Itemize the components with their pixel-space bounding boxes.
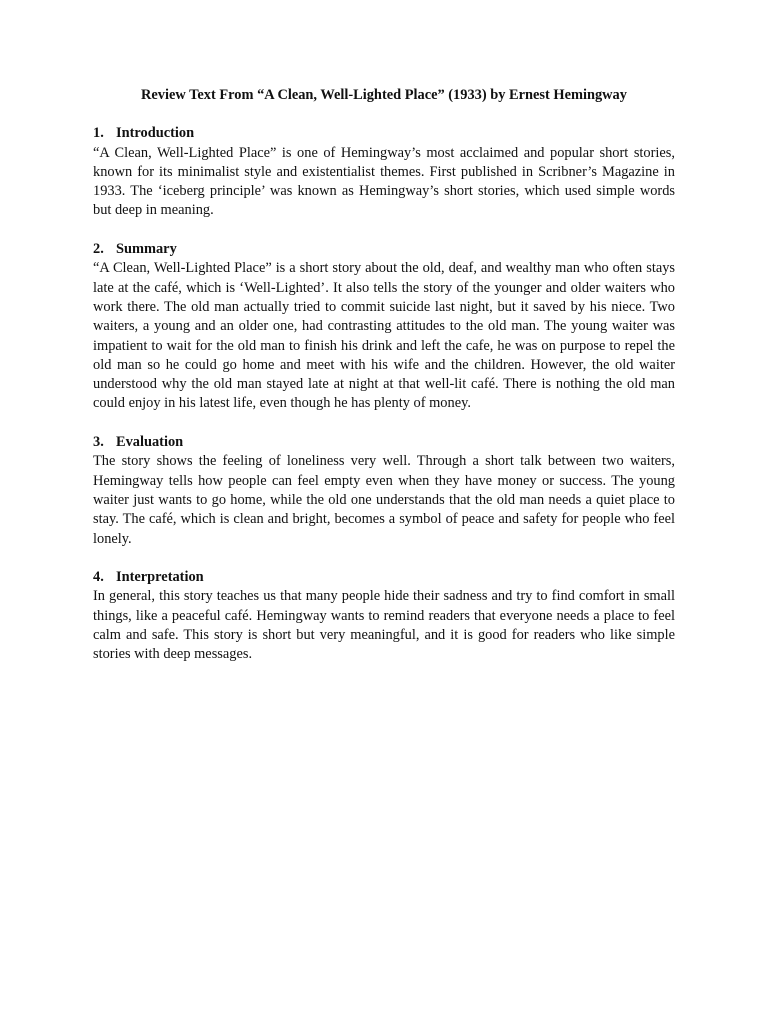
section-body: “A Clean, Well-Lighted Place” is a short story about the old, deaf, and wealthy man who often stays late at the café, which is ‘Well-Lighted’. It also tells the story of the younger and older waiters who work there. The old man actually tried to commit suicide last night, but it saved by his niece. Two waiters, a young and an older one, had contrasting attitudes to the old man. The young waiter was impatient to wait for the old man to finish his drink and left the cafe, he was on purpose to repel the old man so he could go home and meet with his wife and the children. However, the old waiter understood why the old man stayed late at night at that well-lit café. There is nothing the old man could enjoy in his latest life, even though he has plenty of money.: [93, 260, 675, 412]
section-number: 2.: [93, 241, 104, 258]
section-heading: [93, 240, 675, 259]
section-heading-text: Interpretation: [116, 569, 204, 586]
document-title: Review Text From “A Clean, Well-Lighted Place” (1933) by Ernest Hemingway: [141, 87, 627, 103]
section-introduction: [93, 124, 675, 220]
section-number: 1.: [93, 125, 104, 142]
section-summary: [93, 240, 675, 414]
section-heading-text: Introduction: [116, 125, 195, 142]
section-interpretation: [93, 568, 675, 664]
section-heading-text: Evaluation: [116, 434, 184, 451]
section-evaluation: [93, 433, 675, 549]
section-number: 3.: [93, 434, 104, 451]
section-body: “A Clean, Well-Lighted Place” is one of Hemingway’s most acclaimed and popular short stories, known for its minimalist style and existentialist themes. First published in Scribner’s Magazine in 1933. The ‘iceberg principle’ was known as Hemingway’s short stories, which used simple words but deep in meaning.: [93, 144, 675, 219]
section-heading: [93, 124, 675, 143]
section-body: The story shows the feeling of loneliness very well. Through a short talk between two waiters, Hemingway tells how people can feel empty even when they have money or success. The young waiter just wants to go home, while the old one understands that the old man needs a quiet place to stay. The café, which is clean and bright, becomes a symbol of peace and safety for people who feel lonely.: [93, 453, 675, 547]
section-number: 4.: [93, 569, 104, 586]
section-body: In general, this story teaches us that many people hide their sadness and try to find comfort in small things, like a peaceful café. Hemingway wants to remind readers that everyone needs a place to feel calm and safe. This story is short but very meaningful, and it is good for readers who like simple stories with deep messages.: [93, 588, 675, 663]
section-heading: [93, 433, 675, 452]
document-page: [93, 86, 675, 684]
section-heading: [93, 568, 675, 587]
section-heading-text: Summary: [116, 241, 177, 258]
